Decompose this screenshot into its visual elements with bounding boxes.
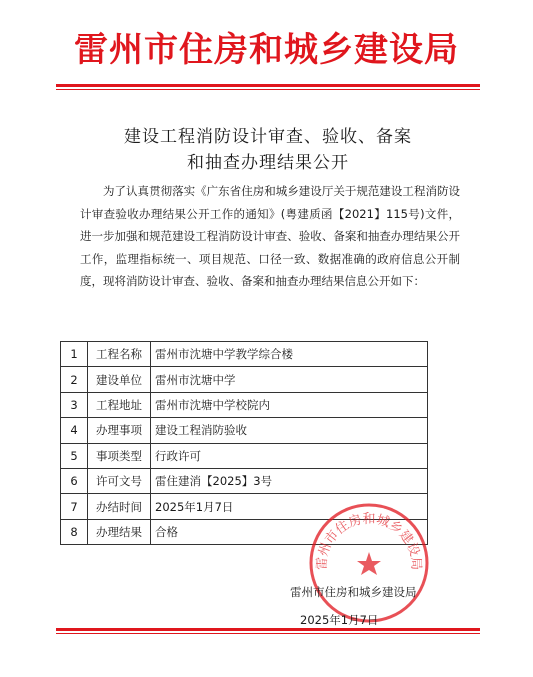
masthead-rule-thick — [56, 84, 480, 87]
row-number: 8 — [61, 519, 88, 544]
row-number: 1 — [61, 342, 88, 367]
masthead-title: 雷州市住房和城乡建设局 — [74, 30, 459, 70]
table-row — [61, 418, 428, 443]
footer-rule-thin — [56, 633, 480, 634]
row-value: 2025年1月7日 — [151, 494, 428, 519]
notice-title-line1: 建设工程消防设计审查、验收、备案 — [124, 127, 412, 147]
row-number: 3 — [61, 392, 88, 417]
row-number: 7 — [61, 494, 88, 519]
row-label: 许可文号 — [88, 468, 151, 493]
row-value: 行政许可 — [151, 443, 428, 468]
table-row — [61, 392, 428, 417]
seal-text: 雷州市住房和城乡建设局 — [314, 512, 424, 571]
row-value: 雷州市沈塘中学 — [151, 367, 428, 392]
signature-org: 雷州市住房和城乡建设局 — [290, 585, 417, 599]
row-value: 雷州市沈塘中学教学综合楼 — [151, 342, 428, 367]
row-value: 雷住建消【2025】3号 — [151, 468, 428, 493]
row-label: 建设单位 — [88, 367, 151, 392]
table-row — [61, 468, 428, 493]
row-label: 工程名称 — [88, 342, 151, 367]
masthead-rule-thin — [56, 89, 480, 90]
signature-date: 2025年1月7日 — [300, 613, 379, 627]
table-row — [61, 367, 428, 392]
row-value: 雷州市沈塘中学校院内 — [151, 392, 428, 417]
notice-body: 为了认真贯彻落实《广东省住房和城乡建设厅关于规范建设工程消防设计审查验收办理结果公开工作的通知》(粤建质函【2021】115号)文件，进一步加强和规范建设工程消防设计审查、验收、备案和抽查办理结果公开工作，监理指标统一、项目规范、口径一致、数据准确的政府信息公开制度，现将消防设计审查、验收、备案和抽查办理结果信息公开如下： — [80, 184, 460, 288]
row-label: 办结时间 — [88, 494, 151, 519]
row-label: 办理结果 — [88, 519, 151, 544]
row-number: 2 — [61, 367, 88, 392]
footer-rule-thick — [56, 628, 480, 631]
row-value: 合格 — [151, 519, 428, 544]
notice-title-line2: 和抽查办理结果公开 — [187, 153, 349, 173]
table-row — [61, 443, 428, 468]
row-number: 4 — [61, 418, 88, 443]
seal-star-icon — [357, 552, 381, 575]
table-row — [61, 342, 428, 367]
row-value: 建设工程消防验收 — [151, 418, 428, 443]
row-label: 事项类型 — [88, 443, 151, 468]
row-number: 5 — [61, 443, 88, 468]
row-number: 6 — [61, 468, 88, 493]
row-label: 办理事项 — [88, 418, 151, 443]
row-label: 工程地址 — [88, 392, 151, 417]
official-seal — [306, 500, 432, 626]
